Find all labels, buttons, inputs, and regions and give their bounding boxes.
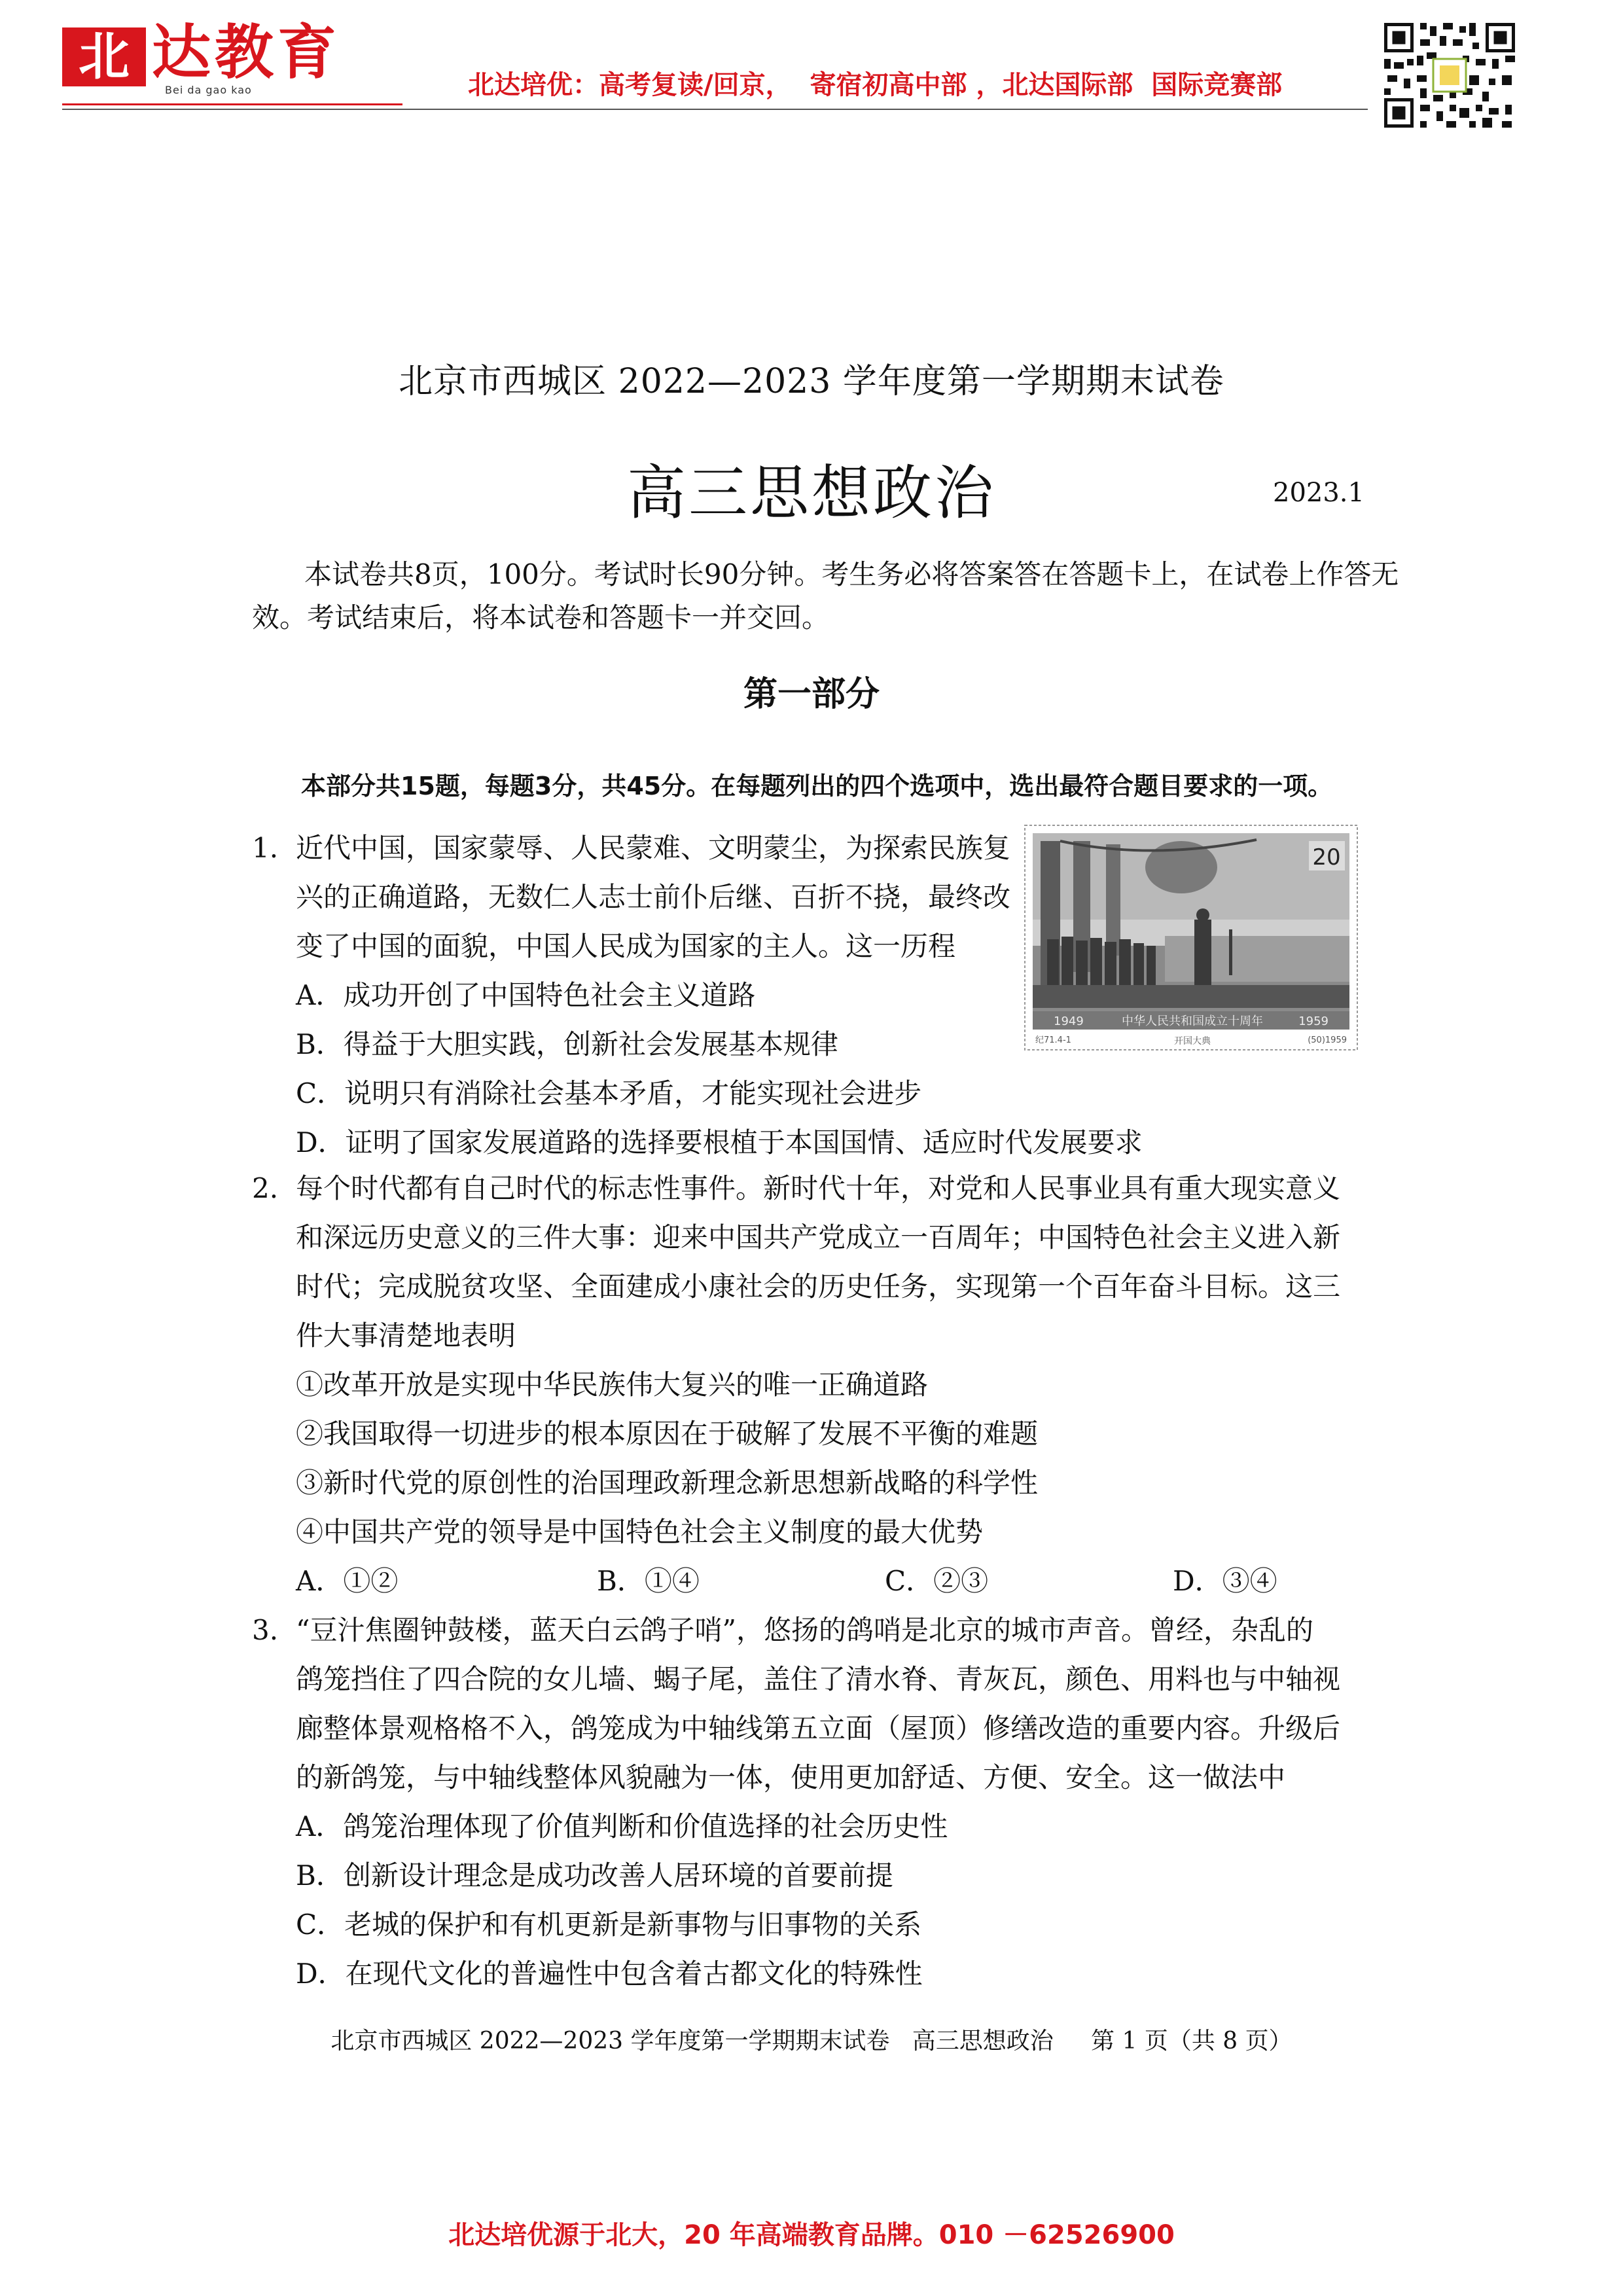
option-d[interactable]: D．证明了国家发展道路的选择要根植于本国国情、适应时代发展要求: [296, 1126, 1143, 1158]
question-stem-line: 兴的正确道路，无数仁人志士前仆后继、百折不挠，最终改: [296, 881, 1011, 913]
option-c[interactable]: C．②③: [885, 1565, 989, 1597]
exam-title: 北京市西城区 2022—2023 学年度第一学期期末试卷: [399, 362, 1224, 401]
question-stem-line: 的新鸽笼，与中轴线整体风貌融为一体，使用更加舒适、方便、安全。这一做法中: [296, 1761, 1286, 1793]
statement-1: ①改革开放是实现中华民族伟大复兴的唯一正确道路: [296, 1369, 929, 1401]
logo-text: 达教育: [152, 18, 340, 87]
question-stem-line: 时代；完成脱贫攻坚、全面建成小康社会的历史任务，实现第一个百年奋斗目标。这三: [296, 1270, 1341, 1302]
stamp-banner-right: 1959: [1298, 1014, 1329, 1028]
stamp-code: 纪71.4-1: [1035, 1035, 1071, 1045]
question-stem-line: 近代中国，国家蒙辱、人民蒙难、文明蒙尘，为探索民族复: [296, 832, 1011, 864]
option-b[interactable]: B．创新设计理念是成功改善人居环境的首要前提: [296, 1859, 893, 1892]
question-stem-line: 每个时代都有自己时代的标志性事件。新时代十年，对党和人民事业具有重大现实意义: [296, 1172, 1341, 1204]
statement-4: ④中国共产党的领导是中国特色社会主义制度的最大优势: [296, 1516, 984, 1548]
logo-mark: 北: [62, 27, 146, 86]
exam-date: 2023.1: [1273, 478, 1364, 508]
header-divider: [62, 109, 1368, 110]
question-stem-line: 鸽笼挡住了四合院的女儿墙、蝎子尾，盖住了清水脊、青灰瓦，颜色、用料也与中轴视: [296, 1663, 1341, 1695]
bottom-slogan: 北达培优源于北大，20 年高端教育品牌。010 －62526900: [448, 2220, 1175, 2250]
subject-title: 高三思想政治: [627, 459, 996, 528]
header-slogan: 北达培优：高考复读/回京， 寄宿初高中部 ，北达国际部 国际竞赛部: [468, 70, 1283, 100]
question-stem-line: 和深远历史意义的三件大事：迎来中国共产党成立一百周年；中国特色社会主义进入新: [296, 1221, 1341, 1253]
section-description: 本部分共15题，每题3分，共45分。在每题列出的四个选项中，选出最符合题目要求的一项。: [301, 772, 1333, 800]
question-number: 2.: [252, 1172, 279, 1204]
qr-code-icon: [1381, 20, 1518, 131]
stamp-banner-center: 中华人民共和国成立十周年: [1122, 1014, 1263, 1028]
option-a[interactable]: A．鸽笼治理体现了价值判断和价值选择的社会历史性: [296, 1810, 948, 1842]
question-number: 1.: [252, 832, 279, 864]
stamp-serial: (50)1959: [1308, 1035, 1347, 1045]
option-d[interactable]: D．在现代文化的普遍性中包含着古都文化的特殊性: [296, 1958, 923, 1990]
logo-subtitle: Bei da gao kao: [165, 84, 252, 96]
option-b[interactable]: B．①④: [597, 1565, 700, 1597]
statement-3: ③新时代党的原创性的治国理政新理念新思想新战略的科学性: [296, 1467, 1039, 1499]
question-stem-line: 变了中国的面貌，中国人民成为国家的主人。这一历程: [296, 930, 956, 962]
option-a[interactable]: A．①②: [296, 1565, 399, 1597]
instructions-line-2: 效。考试结束后，将本试卷和答题卡一并交回。: [252, 601, 830, 634]
stamp-value: 20: [1312, 844, 1341, 870]
section-title: 第一部分: [743, 675, 880, 714]
question-stem-line: 件大事清楚地表明: [296, 1319, 516, 1352]
option-c[interactable]: C．老城的保护和有机更新是新事物与旧事物的关系: [296, 1909, 922, 1941]
stamp-image: [1021, 821, 1361, 1054]
option-c[interactable]: C．说明只有消除社会基本矛盾，才能实现社会进步: [296, 1077, 922, 1109]
question-number: 3.: [252, 1614, 279, 1646]
question-stem-line: 廊整体景观格格不入，鸽笼成为中轴线第五立面（屋顶）修缮改造的重要内容。升级后: [296, 1712, 1341, 1744]
stamp-caption: 开国大典: [1174, 1036, 1211, 1047]
option-d[interactable]: D．③④: [1173, 1565, 1277, 1597]
question-stem-line: “豆汁焦圈钟鼓楼，蓝天白云鸽子哨”，悠扬的鸽哨是北京的城市声音。曾经，杂乱的: [296, 1614, 1313, 1646]
option-a[interactable]: A．成功开创了中国特色社会主义道路: [296, 979, 756, 1011]
logo-underline: [62, 103, 402, 105]
page-footer: 北京市西城区 2022—2023 学年度第一学期期末试卷 高三思想政治 第 1 页（共 8 页）: [330, 2028, 1293, 2054]
instructions-line-1: 本试卷共8页，100分。考试时长90分钟。考生务必将答案答在答题卡上，在试卷上作答无: [304, 558, 1399, 590]
option-b[interactable]: B．得益于大胆实践，创新社会发展基本规律: [296, 1028, 838, 1060]
stamp-banner-left: 1949: [1054, 1014, 1084, 1028]
statement-2: ②我国取得一切进步的根本原因在于破解了发展不平衡的难题: [296, 1418, 1039, 1450]
